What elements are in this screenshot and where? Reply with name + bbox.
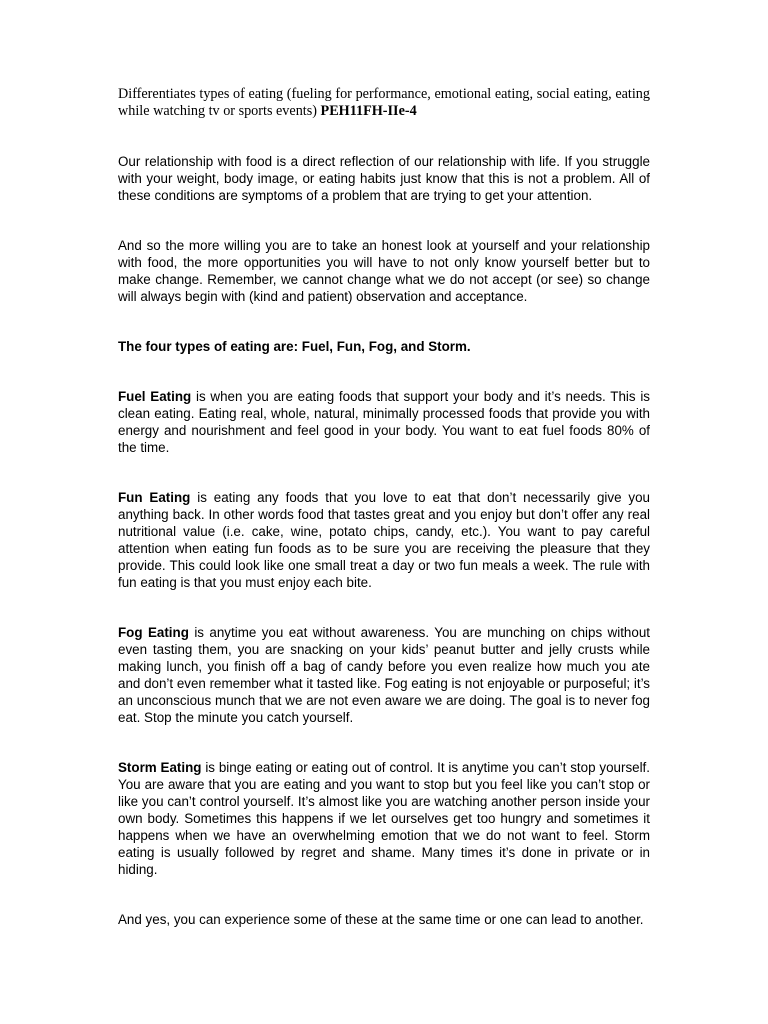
section-heading: The four types of eating are: Fuel, Fun, Fog, and Storm.	[118, 339, 471, 354]
document-body	[118, 86, 650, 961]
fun-eating-paragraph	[118, 489, 650, 591]
storm-eating-paragraph	[118, 759, 650, 878]
fun-eating-text: is eating any foods that you love to eat that don’t necessarily give you anything back. In other words food that tastes great and you enjoy but don’t offer any real nutritional value (i.e. cake, wine, potato chips, candy, etc.). You want to pay careful attention when eating fun foods as to be sure you are receiving the pleasure that they provide. This could look like one small treat a day or two fun meals a week. The rule with fun eating is that you must enjoy each bite.	[118, 490, 650, 590]
fuel-eating-paragraph	[118, 388, 650, 456]
fuel-eating-term: Fuel Eating	[118, 389, 192, 404]
storm-eating-term: Storm Eating	[118, 760, 202, 775]
fog-eating-term: Fog Eating	[118, 625, 189, 640]
fog-eating-paragraph	[118, 624, 650, 726]
objective-text: Differentiates types of eating (fueling for performance, emotional eating, social eating, eating while watching tv or sports events)	[118, 86, 650, 119]
fun-eating-term: Fun Eating	[118, 490, 191, 505]
learning-objective	[118, 86, 650, 120]
fuel-eating-text: is when you are eating foods that support your body and it’s needs. This is clean eating. Eating real, whole, natural, minimally processed foods that provide you with energy and nourishment and feel good in your body. You want to eat fuel foods 80% of the time.	[118, 389, 651, 455]
fog-eating-text: is anytime you eat without awareness. You are munching on chips without even tasting them, you are snacking on your kids’ peanut butter and jelly crusts while making lunch, you finish off a bag of candy before you even realize how much you ate and don’t even remember what it tasted like. Fog eating is not enjoyable or purposeful; it’s an unconscious munch that we are not even aware we are doing. The goal is to never fog eat. Stop the minute you catch yourself.	[118, 625, 650, 725]
storm-eating-text: is binge eating or eating out of control. It is anytime you can’t stop yourself. You are aware that you are eating and you want to stop but you feel like you can’t stop or like you can’t control yourself. It’s almost like you are watching another person inside your own body. Sometimes this happens if we let ourselves get too hungry and sometimes it happens when we have an overwhelming emotion that we do not want to feel. Storm eating is usually followed by regret and shame. Many times it’s done in private or in hiding.	[118, 760, 651, 877]
intro-paragraph-1: Our relationship with food is a direct reflection of our relationship with life. If you struggle with your weight, body image, or eating habits just know that this is not a problem. All of these conditions are symptoms of a problem that are trying to get your attention.	[118, 154, 650, 203]
objective-code: PEH11FH-IIe-4	[320, 103, 417, 119]
intro-paragraph-2: And so the more willing you are to take an honest look at yourself and your relationship with food, the more opportunities you will have to not only know yourself better but to make change. Remember, we cannot change what we do not accept (or see) so change will always begin with (kind and patient) observation and acceptance.	[118, 238, 650, 304]
closing-paragraph: And yes, you can experience some of these at the same time or one can lead to another.	[118, 912, 644, 927]
